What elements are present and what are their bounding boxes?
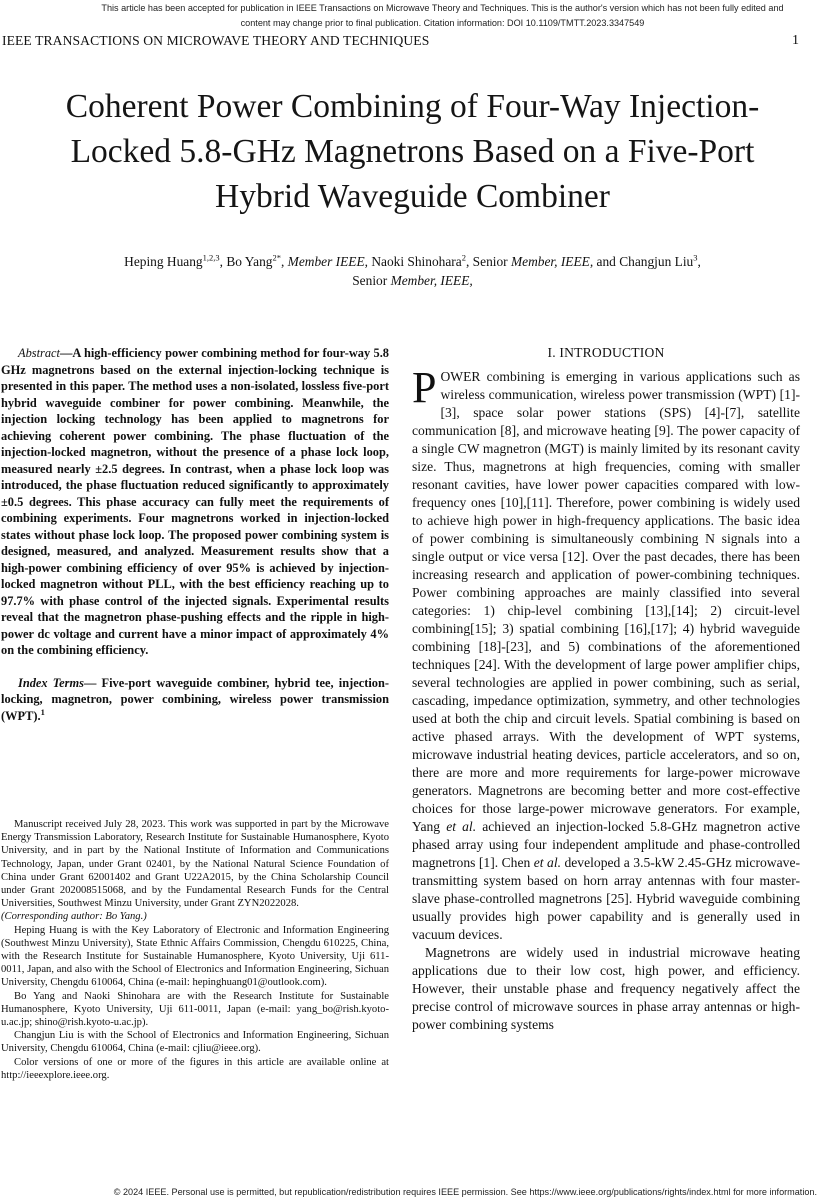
title-line-1: Coherent Power Combining of Four-Way Injection- bbox=[65, 88, 760, 125]
author-name: Changjun Liu bbox=[619, 254, 694, 269]
index-terms-text: Five-port waveguide combiner, hybrid tee, injection-locking, magnetron, power combining, wireless power transmission (WPT). bbox=[1, 675, 390, 723]
abstract-label: Abstract bbox=[18, 346, 60, 360]
author-list: Heping Huang$^{1,2,3}$, Bo Yang$^{2*}$, Member IEEE, Naoki Shinohara$^2$, Senior Member, IEEE, and Changjun Liu$^3$, Senior Member, IEEE, bbox=[124, 252, 701, 288]
footnote-affiliation-liu: Changjun Liu is with the School of Electronics and Information Engineering, Sichuan University, Chengdu 610064, China (e-mail: cjliu@ieee.org). bbox=[1, 1030, 389, 1055]
index-terms-label: Index Terms bbox=[18, 675, 84, 690]
journal-running-head: IEEE TRANSACTIONS ON MICROWAVE THEORY AND TECHNIQUES bbox=[2, 33, 430, 48]
footnote-funding: Manuscript received July 28, 2023. This work was supported in part by the Microwave Energy Transmission Laboratory, Research Institute for Sustainable Humanosphere, Kyoto University, and in part by the National Institute of Information and Communications Technology, Japan, under Grant 02401, by the National Natural Science Foundation of China under Grant 62001402 and Grant U22A2015, by the China Scholarship Council under Grant 202008515068, and by the Fundamental Research Funds for the Central Universities, Southwest Minzu University, under Grant ZYN2022028. bbox=[1, 819, 389, 910]
notice-line-1: This article has been accepted for publication in IEEE Transactions on Microwave Theory and Techniques. This is the author's version which has not been fully edited and bbox=[101, 3, 784, 13]
author-name: Heping Huang bbox=[124, 254, 203, 269]
intro-text: achieved an injection-locked 5.8-GHz magnetron active phased array using four independent amplitude and phase-controlled magnetrons [1]. Chen bbox=[412, 819, 801, 870]
publication-notice bbox=[70, 0, 815, 32]
author-name: Bo Yang bbox=[226, 254, 273, 269]
author-role: Member, IEEE, bbox=[390, 273, 473, 288]
right-column bbox=[412, 345, 800, 1034]
author-affiliation: 1,2,3 bbox=[202, 252, 220, 263]
author-role-prefix: Senior bbox=[472, 254, 508, 269]
index-terms: Index Terms— Five-port waveguide combiner, hybrid tee, injection-locking, magnetron, power combining, wireless power transmission (WPT).$^1$ bbox=[1, 675, 390, 723]
intro-text: OWER combining is emerging in various applications such as wireless communication, wireless power transmission (WPT) [1]-[3], space solar power stations (SPS) [4]-[7], satellite communication [8], and microwave heating [9]. The power capacity of a single CW magnetron (MGT) is mainly limited by its resonant cavity size. Thus, magnetrons at high frequencies, coming with smaller resonant cavities, have lower power capacities compared with low-frequency ones [10],[11]. Therefore, power combining is widely used to achieve high power in high-frequency applications. The basic idea of power combining is simultaneously combining N signals into a single output or vice versa [12]. Over the past decades, there has been increasing research and application of power-combining techniques. Power combining approaches are mainly classified into several categories: 1) chip-level combining [13],[14]; 2) circuit-level combining[15]; 3) spatial combining [16],[17]; 4) hybrid waveguide combining [18]-[23], and 5) combinations of the aforementioned techniques [24]. With the development of large power amplifier chips, several technologies are applied in power combining, such as serial, cascading, impedance optimization, symmetry, and other technologies used at both the chip and circuit levels. Spatial combining is based on active phased arrays. With the development of WPT systems, microwave industrial heating devices, particle accelerators, and so on, there are more and more requirements for large-power microwave generators. Magnetrons are becoming better and more cost-effective choices for those large-power microwave generators. For example, Yang bbox=[412, 369, 800, 834]
intro-paragraph-2: Magnetrons are widely used in industrial microwave heating applications due to their low cost, high power, and efficiency. However, their unstable phase and frequency negatively affect the precise control of microwave sources in phase array antennas or high-power combining systems bbox=[412, 945, 800, 1032]
abstract: Abstract—A high-efficiency power combining method for four-way 5.8 GHz magnetrons based on the external injection-locking technique is presented in this paper. The method uses a non-isolated, lossless five-port hybrid waveguide combiner for power combining. Meanwhile, the injection locking technology has been applied to magnetrons for achieving coherent power combining. The phase fluctuation of the injection-locked magnetron, without the presence of a phase lock loop, measured nearly ±2.5 degrees. In contrast, when a phase lock loop was introduced, the phase fluctuation reduced significantly to approximately ±0.5 degrees. This phase accuracy can fully meet the requirements of combining experiments. Four magnetrons worked in injection-locked states without phase lock loop. The proposed power combining system is designed, measured, and analyzed. Measurement results show that a high-power combining efficiency of over 95% is achieved by injection-locked magnetron without PLL, with the best efficiency reaching up to 97.7% with phase control of the injected signals. Experimental results reveal that the magnetron phase-pushing effects and the ripple in high-power dc voltage and current have a minor impact of approximately 4% on the combining efficiency. bbox=[1, 346, 389, 657]
footnote-corresponding: (Corresponding author: Bo Yang.) bbox=[1, 911, 147, 923]
footnote-affiliation-yang: Bo Yang and Naoki Shinohara are with the Research Institute for Sustainable Humanosphere, Kyoto University, Uji 611-0011, Japan (e-mail: yang_bo@rish.kyoto-u.ac.jp; shino@rish.kyoto-u.ac.jp). bbox=[1, 990, 389, 1029]
author-affiliation: 2* bbox=[272, 252, 281, 263]
author-affiliation: 2 bbox=[461, 252, 466, 263]
index-terms-footnote-mark: 1 bbox=[40, 706, 45, 717]
title-line-2: Locked 5.8-GHz Magnetrons Based on a Five-Port bbox=[70, 133, 755, 170]
intro-text: developed a 3.5-kW 2.45-GHz microwave- transmitting system based on horn array antennas with four master-slave phase-controlled magnetrons [25]. Hybrid waveguide combining usually provides high power capability and is generally used in vacuum devices. bbox=[412, 855, 800, 942]
author-role: Member, IEEE, bbox=[511, 254, 594, 269]
author-affiliation: 3 bbox=[693, 252, 698, 263]
left-column bbox=[1, 345, 389, 724]
footnote-manuscript bbox=[1, 818, 389, 924]
author-role: Member IEEE bbox=[287, 254, 365, 269]
drop-cap: P bbox=[412, 363, 437, 412]
footnote-affiliation-huang: Heping Huang is with the Key Laboratory of Electronic and Information Engineering (Southwest Minzu University), State Ethnic Affairs Commission, Chengdu 610225, China, with the Research Institute for Sustainable Humanosphere, Kyoto University, Uji 611-0011, Japan, and also with the School of Electronics and Information Engineering, Sichuan University, Chengdu 610064, China (e-mail: hepinghuang01@outlook.com). bbox=[1, 924, 389, 989]
et-al: et al. bbox=[533, 855, 561, 870]
footnotes bbox=[1, 818, 389, 1082]
et-al: et al. bbox=[446, 819, 477, 834]
intro-paragraph-1 bbox=[412, 363, 801, 944]
paper-title bbox=[0, 84, 825, 219]
title-line-3: Hybrid Waveguide Combiner bbox=[215, 178, 610, 215]
page-number: 1 bbox=[792, 33, 799, 48]
footnote-color-versions: Color versions of one or more of the figures in this article are available online at http://ieeexplore.ieee.org. bbox=[1, 1056, 389, 1081]
notice-line-2: content may change prior to final publication. Citation information: DOI 10.1109/TMTT.2023.3347549 bbox=[240, 18, 645, 28]
abstract-text: A high-efficiency power combining method for four-way 5.8 GHz magnetrons based on the external injection-locking technique is presented in this paper. The method uses a non-isolated, lossless five-port hybrid waveguide combiner for power combining. Meanwhile, the injection locking technology has been applied to magnetrons for achieving coherent power combining. The phase fluctuation of the injection-locked magnetron, without the presence of a phase lock loop, measured nearly ±2.5 degrees. In contrast, when a phase lock loop was introduced, the phase fluctuation reduced significantly to approximately ±0.5 degrees. This phase accuracy can fully meet the requirements of combining experiments. Four magnetrons worked in injection-locked states without phase lock loop. The proposed power combining system is designed, measured, and analyzed. Measurement results show that a high-power combining efficiency of over 95% is achieved by injection-locked magnetron without PLL, with the best efficiency reaching up to 97.7% with phase control of the injected signals. Experimental results reveal that the magnetron phase-pushing effects and the ripple in high-power dc voltage and current have a minor impact of approximately 4% on the combining efficiency. bbox=[1, 346, 389, 657]
section-heading: I. INTRODUCTION bbox=[547, 345, 665, 360]
author-name: Naoki Shinohara bbox=[371, 254, 462, 269]
author-role-prefix: Senior bbox=[352, 273, 388, 288]
copyright-notice: © 2024 IEEE. Personal use is permitted, but republication/redistribution requires IEEE permission. See https://www.ieee.org/publications/rights/index.html for more information. bbox=[113, 1187, 817, 1197]
